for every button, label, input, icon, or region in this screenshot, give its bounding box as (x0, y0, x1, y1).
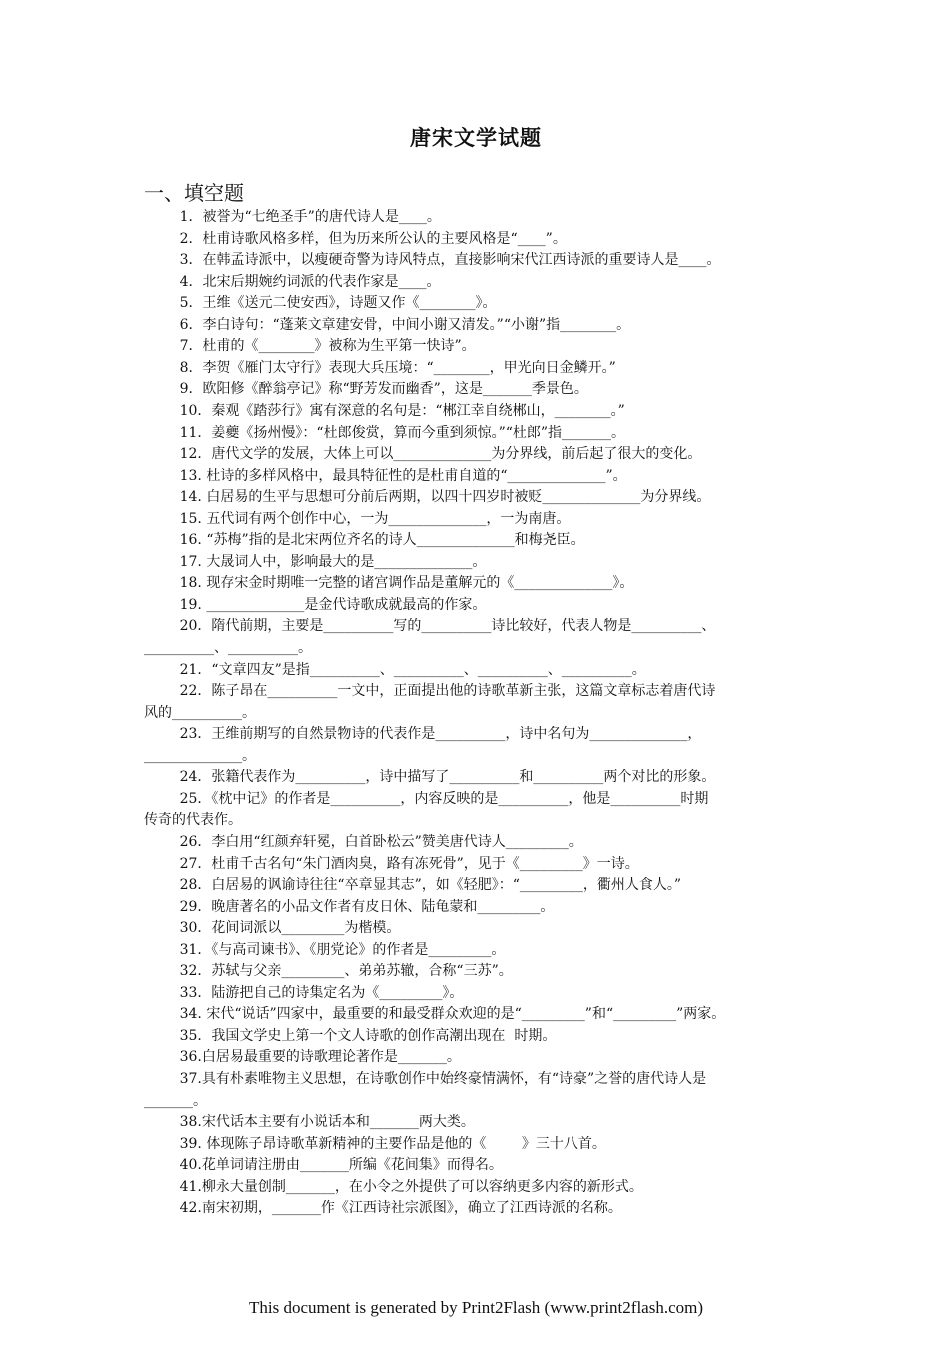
question-line: 36.白居易最重要的诗歌理论著作是_______。 (144, 1049, 461, 1066)
question-line: 41.柳永大量创制_______，在小令之外提供了可以容纳更多内容的新形式。 (144, 1178, 643, 1195)
question-line: 33．陆游把自己的诗集定名为《_________》。 (144, 984, 464, 1001)
question-line: 13. 杜诗的多样风格中，最具特征性的是杜甫自道的“______________”。 (144, 467, 627, 484)
question-line: 7．杜甫的《________》被称为生平第一快诗”。 (144, 338, 476, 355)
question-line: 24．张籍代表作为__________，诗中描写了__________和__________两个对比的形象。 (144, 769, 716, 786)
question-line: 1．被誉为“七绝圣手”的唐代诗人是____。 (144, 209, 441, 225)
question-line: 9．欧阳修《醉翁亭记》称“野芳发而幽香”，这是_______季景色。 (144, 381, 588, 398)
section-heading: 一、填空题 (144, 181, 244, 205)
footer-note: This document is generated by Print2Flash (www.print2flash.com) (248, 1298, 704, 1317)
question-line: 34. 宋代“说话”四家中，最重要的和最受群众欢迎的是“_________”和“_________”两家。 (144, 1006, 726, 1023)
question-line: 11．姜夔《扬州慢》：“杜郎俊赏，算而今重到须惊。”“杜郎”指_______。 (144, 424, 626, 441)
question-line: 37.具有朴素唯物主义思想，在诗歌创作中始终豪情满怀，有“诗豪”之誉的唐代诗人是 (144, 1071, 707, 1087)
question-line: 20．隋代前期，主要是__________写的__________诗比较好，代表人物是__________、 (144, 618, 716, 635)
question-line: 30．花间词派以_________为楷模。 (144, 920, 401, 937)
question-line: 29．晚唐著名的小品文作者有皮日休、陆龟蒙和_________。 (144, 898, 555, 915)
question-line: 10．秦观《踏莎行》寓有深意的名句是：“郴江幸自绕郴山，________。” (144, 402, 625, 419)
question-line: 25．《枕中记》的作者是__________，内容反映的是__________，他是__________时期 (144, 790, 709, 807)
question-line: 14. 白居易的生平与思想可分前后两期，以四十四岁时被贬______________为分界线。 (144, 489, 711, 506)
page-title: 唐宋文学试题 (410, 126, 542, 150)
question-line: 风的__________。 (144, 704, 256, 721)
question-line: _______。 (144, 1092, 207, 1109)
question-line: 16. “苏梅”指的是北宋两位齐名的诗人______________和梅尧臣。 (144, 532, 585, 549)
question-line: 26．李白用“红颜弃轩冕，白首卧松云”赞美唐代诗人_________。 (144, 833, 583, 850)
question-line: 传奇的代表作。 (144, 812, 242, 829)
question-line: 3．在韩孟诗派中，以瘦硬奇警为诗风特点，直接影响宋代江西诗派的重要诗人是____。 (144, 252, 721, 269)
question-line: 5．王维《送元二使安西》，诗题又作《________》。 (144, 295, 497, 312)
question-line: 27．杜甫千古名句“朱门酒肉臭，路有冻死骨”，见于《_________》一诗。 (144, 855, 639, 872)
question-line: 31．《与高司谏书》、《朋党论》的作者是_________。 (144, 941, 506, 958)
question-line: 40.花单词请注册由_______所编《花间集》而得名。 (144, 1157, 503, 1174)
question-line: __________、__________。 (144, 640, 312, 656)
question-line: 12．唐代文学的发展，大体上可以______________为分界线，前后起了很大的变化。 (144, 446, 702, 463)
question-line: 22．陈子昂在__________一文中，正面提出他的诗歌革新主张，这篇文章标志着唐代诗 (144, 683, 716, 700)
question-line: 2．杜甫诗歌风格多样，但为历来所公认的主要风格是“____”。 (144, 230, 567, 247)
question-line: 15. 五代词有两个创作中心，一为______________，一为南唐。 (144, 510, 571, 527)
question-line: 17. 大晟词人中，影响最大的是______________。 (144, 553, 487, 570)
question-line: 32．苏轼与父亲_________、弟弟苏辙，合称“三苏”。 (144, 963, 513, 980)
question-line: 21．“文章四友”是指__________、__________、__________、__________。 (144, 661, 646, 678)
question-line: 42.南宋初期，_______作《江西诗社宗派图》，确立了江西诗派的名称。 (144, 1200, 622, 1217)
question-line: 6．李白诗句：“蓬莱文章建安骨，中间小谢又清发。”“小谢”指________。 (144, 316, 631, 333)
question-line: 19. ______________是金代诗歌成就最高的作家。 (144, 596, 487, 613)
question-line: 18. 现存宋金时期唯一完整的诸宫调作品是董解元的《______________》。 (144, 575, 634, 592)
question-line: 35．我国文学史上第一个文人诗歌的创作高潮出现在 时期。 (144, 1027, 557, 1044)
question-line: 38.宋代话本主要有小说话本和_______两大类。 (144, 1114, 475, 1131)
question-line: 8．李贺《雁门太守行》表现大兵压境：“________，甲光向日金鳞开。” (144, 359, 616, 376)
question-line: 23．王维前期写的自然景物诗的代表作是__________，诗中名句为______________， (144, 726, 702, 743)
question-line: 4．北宋后期婉约词派的代表作家是____。 (144, 273, 441, 290)
question-line: 39. 体现陈子昂诗歌革新精神的主要作品是他的《 》三十八首。 (144, 1135, 606, 1152)
question-line: 28．白居易的讽谕诗往往“卒章显其志”，如《轻肥》：“_________，衢州人食人。” (144, 877, 682, 894)
question-line: ______________。 (144, 747, 256, 764)
